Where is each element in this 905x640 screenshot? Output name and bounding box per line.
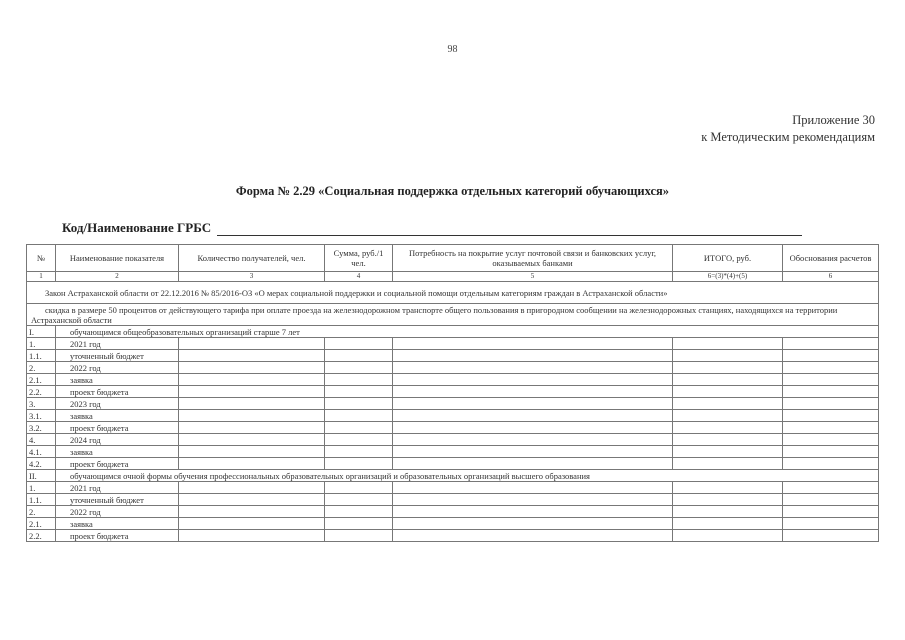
sum-cell[interactable]: [325, 506, 393, 518]
row-label: уточненный бюджет: [56, 494, 179, 506]
form-table: [26, 244, 879, 542]
sum-cell[interactable]: [325, 410, 393, 422]
postal-needs-cell[interactable]: [393, 350, 673, 362]
recipients-cell[interactable]: [179, 338, 325, 350]
row-number: 2.1.: [27, 518, 56, 530]
header-num: №: [27, 245, 56, 272]
total-cell[interactable]: [673, 506, 783, 518]
year-label: 2022 год: [56, 506, 179, 518]
recipients-cell[interactable]: [179, 362, 325, 374]
colnum-5: 5: [393, 272, 673, 282]
row-number: 4.2.: [27, 458, 56, 470]
postal-needs-cell[interactable]: [393, 362, 673, 374]
justification-cell[interactable]: [783, 398, 879, 410]
law-text: Закон Астраханской области от 22.12.2016 № 85/2016-ОЗ «О мерах социальной поддержки и социальной помощи отдельным категориям граждан в Астраханской области»: [27, 282, 879, 304]
header-recipients: Количество получателей, чел.: [179, 245, 325, 272]
recipients-cell[interactable]: [179, 350, 325, 362]
table-row: [27, 494, 879, 506]
total-cell[interactable]: [673, 350, 783, 362]
header-total: ИТОГО, руб.: [673, 245, 783, 272]
recipients-cell[interactable]: [179, 386, 325, 398]
postal-needs-cell[interactable]: [393, 434, 673, 446]
justification-cell[interactable]: [783, 518, 879, 530]
sum-cell[interactable]: [325, 362, 393, 374]
total-cell[interactable]: [673, 518, 783, 530]
table-row: [27, 326, 879, 338]
row-label: проект бюджета: [56, 530, 179, 542]
header-sum: Сумма, руб./1 чел.: [325, 245, 393, 272]
postal-needs-cell[interactable]: [393, 518, 673, 530]
appendix-line-1: Приложение 30: [792, 113, 875, 127]
total-cell[interactable]: [673, 410, 783, 422]
row-number: 2.2.: [27, 530, 56, 542]
appendix-line-2: к Методическим рекомендациям: [701, 130, 875, 144]
total-cell[interactable]: [673, 494, 783, 506]
recipients-cell[interactable]: [179, 518, 325, 530]
justification-cell[interactable]: [783, 530, 879, 542]
recipients-cell[interactable]: [179, 506, 325, 518]
justification-cell[interactable]: [783, 494, 879, 506]
row-number: 1.1.: [27, 494, 56, 506]
recipients-cell[interactable]: [179, 374, 325, 386]
row-number: II.: [27, 470, 56, 482]
recipients-cell[interactable]: [179, 410, 325, 422]
postal-needs-cell[interactable]: [393, 494, 673, 506]
table-row: [27, 422, 879, 434]
postal-needs-cell[interactable]: [393, 338, 673, 350]
colnum-7: 6: [783, 272, 879, 282]
postal-needs-cell[interactable]: [393, 398, 673, 410]
discount-row: [27, 304, 879, 326]
sum-cell[interactable]: [325, 374, 393, 386]
row-label: проект бюджета: [56, 386, 179, 398]
law-row: [27, 282, 879, 304]
total-cell[interactable]: [673, 530, 783, 542]
postal-needs-cell[interactable]: [393, 482, 673, 494]
postal-needs-cell[interactable]: [393, 446, 673, 458]
year-label: 2022 год: [56, 362, 179, 374]
row-number: 2.: [27, 506, 56, 518]
section-label: обучающимся очной формы обучения профессиональных образовательных организаций и образовательных организаций высшего образования: [56, 470, 879, 482]
total-cell[interactable]: [673, 482, 783, 494]
sum-cell[interactable]: [325, 446, 393, 458]
recipients-cell[interactable]: [179, 494, 325, 506]
justification-cell[interactable]: [783, 386, 879, 398]
recipients-cell[interactable]: [179, 398, 325, 410]
row-number: 2.1.: [27, 374, 56, 386]
postal-needs-cell[interactable]: [393, 410, 673, 422]
justification-cell[interactable]: [783, 410, 879, 422]
recipients-cell[interactable]: [179, 446, 325, 458]
year-label: 2021 год: [56, 338, 179, 350]
row-label: заявка: [56, 410, 179, 422]
recipients-cell[interactable]: [179, 458, 325, 470]
sum-cell[interactable]: [325, 398, 393, 410]
table-row: [27, 338, 879, 350]
table-row: [27, 506, 879, 518]
postal-needs-cell[interactable]: [393, 422, 673, 434]
justification-cell[interactable]: [783, 482, 879, 494]
postal-needs-cell[interactable]: [393, 530, 673, 542]
grbs-label: Код/Наименование ГРБС: [62, 220, 212, 235]
sum-cell[interactable]: [325, 338, 393, 350]
postal-needs-cell[interactable]: [393, 458, 673, 470]
total-cell[interactable]: [673, 434, 783, 446]
header-indicator: Наименование показателя: [56, 245, 179, 272]
row-number: 4.: [27, 434, 56, 446]
total-cell[interactable]: [673, 422, 783, 434]
page-number: 98: [447, 44, 458, 55]
justification-cell[interactable]: [783, 458, 879, 470]
appendix-note: [701, 112, 875, 146]
total-cell[interactable]: [673, 398, 783, 410]
sum-cell[interactable]: [325, 494, 393, 506]
sum-cell[interactable]: [325, 434, 393, 446]
row-label: заявка: [56, 374, 179, 386]
sum-cell[interactable]: [325, 530, 393, 542]
table-row: [27, 374, 879, 386]
justification-cell[interactable]: [783, 374, 879, 386]
table-row: [27, 518, 879, 530]
justification-cell[interactable]: [783, 446, 879, 458]
sum-cell[interactable]: [325, 350, 393, 362]
row-number: I.: [27, 326, 56, 338]
year-label: 2023 год: [56, 398, 179, 410]
table-row: [27, 398, 879, 410]
year-label: 2024 год: [56, 434, 179, 446]
row-number: 1.1.: [27, 350, 56, 362]
header-postal-needs: Потребность на покрытие услуг почтовой связи и банковских услуг, оказываемых банками: [393, 245, 673, 272]
total-cell[interactable]: [673, 458, 783, 470]
row-label: заявка: [56, 518, 179, 530]
total-cell[interactable]: [673, 446, 783, 458]
table-header-row: [27, 245, 879, 272]
table-row: [27, 350, 879, 362]
row-number: 4.1.: [27, 446, 56, 458]
sum-cell[interactable]: [325, 422, 393, 434]
sum-cell[interactable]: [325, 386, 393, 398]
row-label: проект бюджета: [56, 422, 179, 434]
discount-text: скидка в размере 50 процентов от действующего тарифа при оплате проезда на железнодорожном транспорте общего пользования в пригородном сообщении на железнодорожных станциях, находящихся на территории Астраханской области: [27, 304, 879, 326]
row-number: 3.: [27, 398, 56, 410]
row-number: 1.: [27, 482, 56, 494]
grbs-underline: [217, 225, 802, 236]
sum-cell[interactable]: [325, 518, 393, 530]
row-number: 2.: [27, 362, 56, 374]
colnum-3: 3: [179, 272, 325, 282]
justification-cell[interactable]: [783, 506, 879, 518]
sum-cell[interactable]: [325, 482, 393, 494]
colnum-2: 2: [56, 272, 179, 282]
table-row: [27, 458, 879, 470]
table-row: [27, 530, 879, 542]
justification-cell[interactable]: [783, 338, 879, 350]
table-row: [27, 470, 879, 482]
header-justification: Обоснования расчетов: [783, 245, 879, 272]
row-number: 2.2.: [27, 386, 56, 398]
row-label: проект бюджета: [56, 458, 179, 470]
column-numbers-row: [27, 272, 879, 282]
recipients-cell[interactable]: [179, 422, 325, 434]
form-title: Форма № 2.29 «Социальная поддержка отдельных категорий обучающихся»: [235, 184, 670, 198]
row-label: уточненный бюджет: [56, 350, 179, 362]
table-row: [27, 482, 879, 494]
table-row: [27, 434, 879, 446]
postal-needs-cell[interactable]: [393, 374, 673, 386]
recipients-cell[interactable]: [179, 482, 325, 494]
total-cell[interactable]: [673, 386, 783, 398]
colnum-6: 6=(3)*(4)+(5): [673, 272, 783, 282]
total-cell[interactable]: [673, 374, 783, 386]
recipients-cell[interactable]: [179, 434, 325, 446]
justification-cell[interactable]: [783, 362, 879, 374]
colnum-1: 1: [27, 272, 56, 282]
table-row: [27, 446, 879, 458]
year-label: 2021 год: [56, 482, 179, 494]
colnum-4: 4: [325, 272, 393, 282]
justification-cell[interactable]: [783, 350, 879, 362]
section-label: обучающимся общеобразовательных организаций старше 7 лет: [56, 326, 879, 338]
grbs-field: [62, 220, 802, 236]
table-row: [27, 362, 879, 374]
postal-needs-cell[interactable]: [393, 386, 673, 398]
row-label: заявка: [56, 446, 179, 458]
total-cell[interactable]: [673, 338, 783, 350]
row-number: 1.: [27, 338, 56, 350]
table-row: [27, 386, 879, 398]
row-number: 3.1.: [27, 410, 56, 422]
sum-cell[interactable]: [325, 458, 393, 470]
recipients-cell[interactable]: [179, 530, 325, 542]
row-number: 3.2.: [27, 422, 56, 434]
justification-cell[interactable]: [783, 434, 879, 446]
table-row: [27, 410, 879, 422]
postal-needs-cell[interactable]: [393, 506, 673, 518]
total-cell[interactable]: [673, 362, 783, 374]
justification-cell[interactable]: [783, 422, 879, 434]
